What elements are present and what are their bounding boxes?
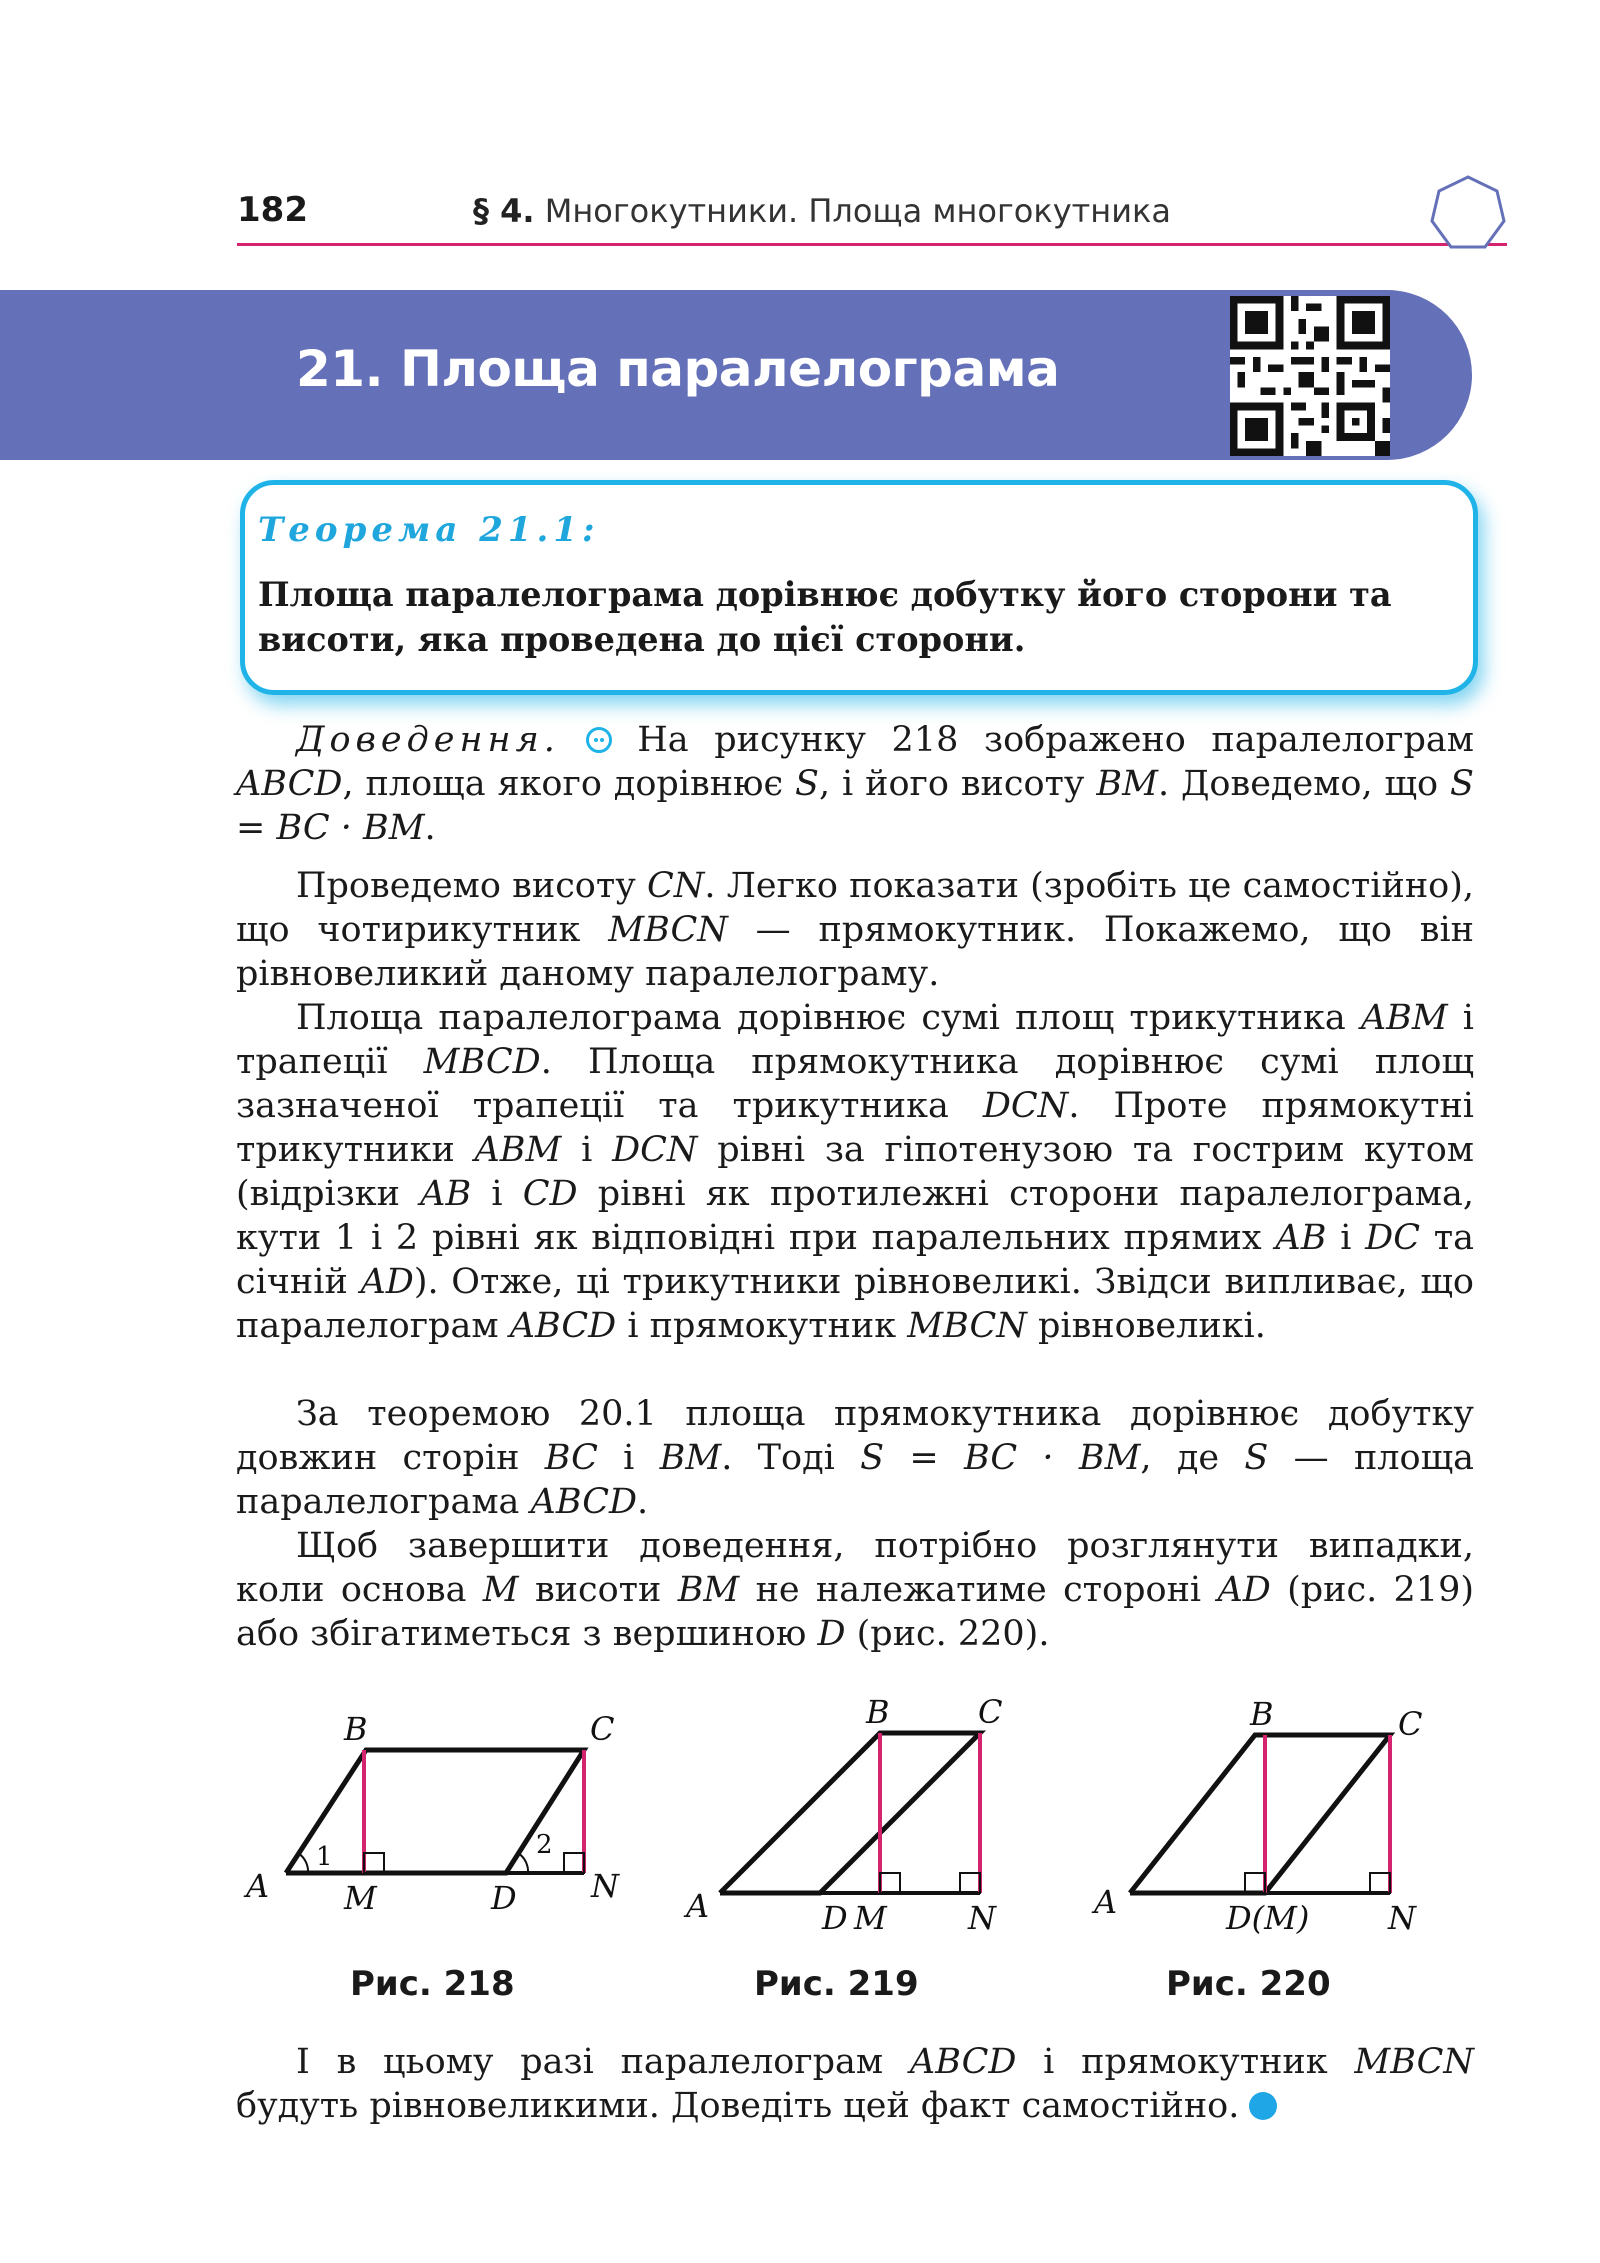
caption-219: Рис. 219 [754, 1964, 919, 2004]
label-d: D [491, 1879, 517, 1917]
proof-paragraph-2: Проведемо висоту CN. Легко показати (зробіть це самостійно), що чотирикутник MBCN — прямокутник. Покажемо, що він рівновеликий даному паралелограму. [236, 866, 1475, 994]
label-b: B [1250, 1695, 1274, 1733]
label-d-m: D(M) [1226, 1899, 1310, 1937]
label-b: B [344, 1710, 368, 1748]
label-angle-2: 2 [536, 1830, 553, 1860]
qr-code-icon[interactable] [1230, 296, 1390, 456]
label-n: N [1388, 1899, 1416, 1937]
caption-218: Рис. 218 [350, 1964, 515, 2004]
label-d: D [822, 1899, 848, 1937]
label-m: M [854, 1899, 887, 1937]
label-c: C [1398, 1705, 1423, 1743]
theorem-text: Площа паралелограма дорівнює добутку його сторони та висоти, яка проведена до цієї сторони. [258, 575, 1392, 659]
right-angle-mark [1370, 1873, 1390, 1893]
proof-paragraph-5: Щоб завершити доведення, потрібно розглянути випадки, коли основа M висоти BM не належатиме стороні AD (рис. 219) або збігатиметься з вершиною D (рис. 220). [236, 1526, 1474, 1654]
right-angle-mark [564, 1853, 584, 1873]
label-c: C [978, 1693, 1003, 1731]
right-angle-mark [364, 1853, 384, 1873]
section-number: § 4. [473, 192, 535, 230]
proof-label: Доведення. [296, 720, 560, 760]
section-title: Многокутники. Площа многокутника [544, 192, 1171, 230]
right-angle-mark [960, 1873, 980, 1893]
page-title: 21. Площа паралелограма [296, 340, 1060, 398]
running-header [473, 192, 1171, 230]
proof-paragraph-6: І в цьому разі паралелограм ABCD і прямокутник MBCN будуть рівновеликими. Доведіть цей факт самостійно. [236, 2042, 1475, 2126]
page-number: 182 [237, 190, 308, 230]
label-a: A [1094, 1883, 1118, 1921]
proof-start-icon [586, 727, 612, 753]
label-n: N [591, 1867, 619, 1905]
right-angle-mark [880, 1873, 900, 1893]
theorem-title: Теорема 21.1: [258, 510, 600, 550]
figure-219 [680, 1685, 1020, 1945]
label-a: A [686, 1887, 710, 1925]
proof-paragraph-1: Доведення. На рисунку 218 зображено паралелограм ABCD, площа якого дорівнює S, і його висоту BM. Доведемо, що S = BC · BM. [236, 720, 1474, 848]
proof-paragraph-4: За теоремою 20.1 площа прямокутника дорівнює добутку довжин сторін BC і BM. Тоді S = BC · BM, де S — площа паралелограма ABCD. [236, 1394, 1475, 1522]
header-rule [237, 243, 1507, 246]
label-b: B [866, 1693, 890, 1731]
figure-218 [236, 1685, 636, 1945]
proof-end-icon [1249, 2092, 1277, 2120]
proof-paragraph-3: Площа паралелограма дорівнює сумі площ трикутника ABM і трапеції MBCD. Площа прямокутника дорівнює сумі площ зазначеної трапеції та трикутника DCN. Проте прямокутні трикутники ABM і DCN рівні за гіпотенузою та гострим кутом (відрізки AB і CD рівні як протилежні сторони паралелограма, кути 1 і 2 рівні як відповідні при паралельних прямих AB і DC та січній AD). Отже, ці трикутники рівновеликі. Звідси випливає, що паралелограм ABCD і прямокутник MBCN рівновеликі. [236, 998, 1475, 1346]
figure-220 [1090, 1685, 1430, 1945]
label-m: M [344, 1879, 377, 1917]
label-angle-1: 1 [316, 1842, 333, 1872]
label-c: C [590, 1710, 615, 1748]
label-a: A [246, 1867, 270, 1905]
heptagon-icon [1427, 173, 1509, 255]
right-angle-mark [1245, 1873, 1265, 1893]
caption-220: Рис. 220 [1166, 1964, 1331, 2004]
label-n: N [968, 1899, 996, 1937]
